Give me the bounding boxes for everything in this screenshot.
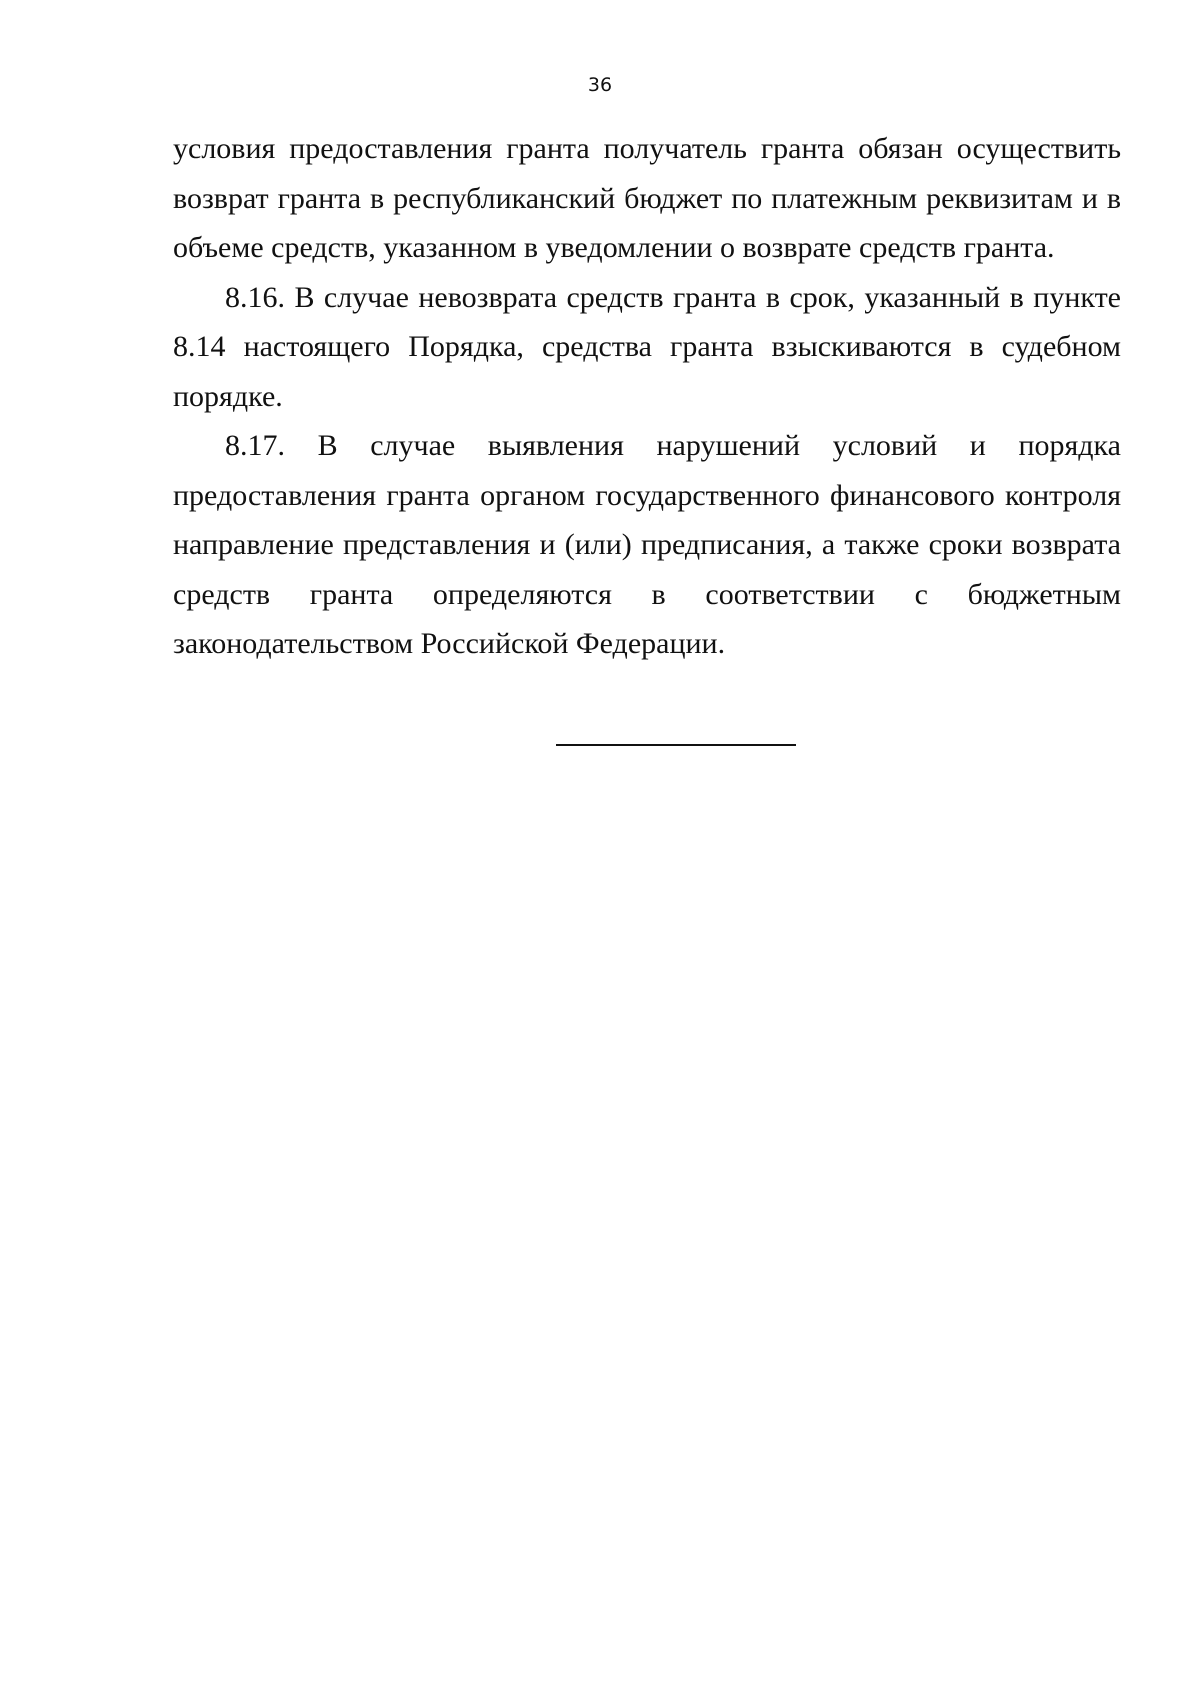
paragraph-8-16: 8.16. В случае невозврата средств гранта в срок, указанный в пункте 8.14 настоящего Порядка, средства гранта взыскиваются в судебном порядке. [173, 280, 1121, 413]
paragraph-continuation: условия предоставления гранта получатель гранта обязан осуществить возврат гранта в республиканский бюджет по платежным реквизитам и в объеме средств, указанном в уведомлении о возврате средств гранта. [173, 132, 1121, 264]
page-number: 36 [587, 74, 613, 96]
end-separator-line [556, 744, 796, 746]
document-body [173, 124, 1121, 669]
paragraph-8-17: 8.17. В случае выявления нарушений условий и порядка предоставления гранта органом государственного финансового контроля направление представления и (или) предписания, а также сроки возврата средств гранта определяются в соответствии с бюджетным законодательством Российской Федерации. [173, 429, 1121, 660]
